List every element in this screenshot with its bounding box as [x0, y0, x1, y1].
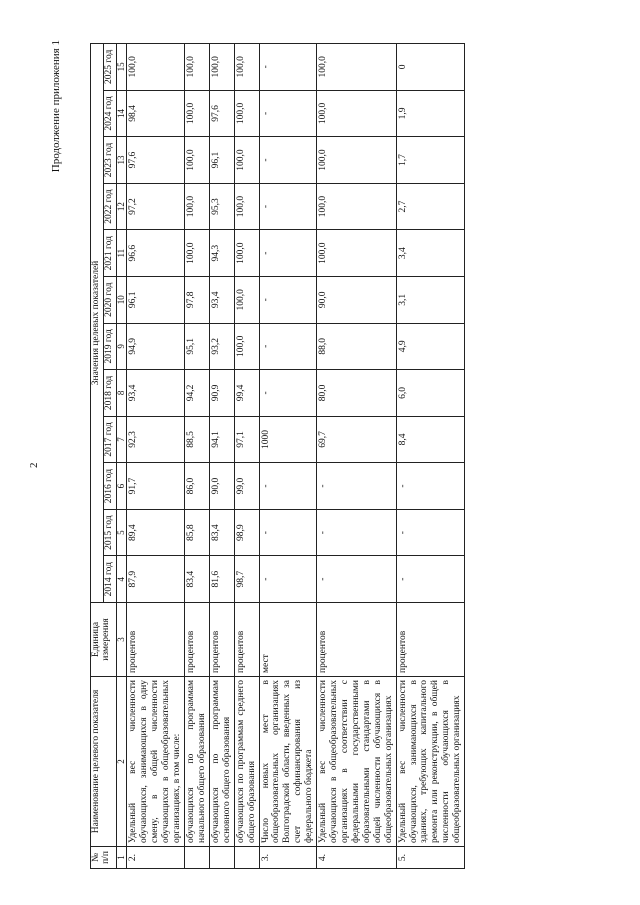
value-cell: - — [317, 463, 396, 510]
row-number: 5. — [396, 847, 465, 869]
value-cell: 100,0 — [317, 230, 396, 277]
header-values-group: Значения целевых показателей — [91, 44, 104, 603]
header-year: 2016 год — [103, 463, 116, 510]
value-cell: 100,0 — [184, 90, 209, 137]
unit-cell: процентов — [396, 603, 465, 677]
header-row — [91, 44, 104, 869]
value-cell: 94,3 — [209, 230, 234, 277]
table-row — [209, 44, 234, 869]
value-cell: 97,8 — [184, 276, 209, 323]
value-cell: 97,1 — [234, 416, 259, 463]
value-cell: 86,0 — [184, 463, 209, 510]
value-cell: 97,2 — [127, 183, 185, 230]
value-cell: 98,9 — [234, 509, 259, 556]
value-cell: 93,2 — [209, 323, 234, 370]
table-body — [127, 44, 465, 869]
value-cell: 96,6 — [127, 230, 185, 277]
value-cell: 83,4 — [184, 556, 209, 603]
value-cell: - — [259, 137, 317, 184]
value-cell: 100,0 — [209, 44, 234, 91]
column-number: 3 — [116, 603, 126, 677]
indicator-name: Удельный вес численности обучающихся, занимающихся в одну смену, в общей численности обучающихся в общеобразовательных организациях, в том числе: — [127, 677, 185, 847]
unit-cell: процентов — [234, 603, 259, 677]
column-number-row — [116, 44, 126, 869]
column-number: 2 — [116, 677, 126, 847]
value-cell: - — [317, 556, 396, 603]
header-year: 2019 год — [103, 323, 116, 370]
column-number: 9 — [116, 323, 126, 370]
value-cell: 90,0 — [209, 463, 234, 510]
value-cell: 100,0 — [234, 137, 259, 184]
column-number: 4 — [116, 556, 126, 603]
unit-cell: мест — [259, 603, 317, 677]
value-cell: 96,1 — [209, 137, 234, 184]
value-cell: 8,4 — [396, 416, 465, 463]
value-cell: 100,0 — [184, 44, 209, 91]
value-cell: - — [259, 463, 317, 510]
column-number: 14 — [116, 90, 126, 137]
value-cell: 99,0 — [234, 463, 259, 510]
indicator-name: обучающихся по программам начального общего образования — [184, 677, 209, 847]
header-year: 2022 год — [103, 183, 116, 230]
value-cell: 93,4 — [127, 370, 185, 417]
header-year: 2020 год — [103, 276, 116, 323]
value-cell: 100,0 — [234, 276, 259, 323]
table-row — [396, 44, 465, 869]
value-cell: - — [259, 370, 317, 417]
table-row — [317, 44, 396, 869]
row-number: 2. — [127, 847, 185, 869]
column-number: 12 — [116, 183, 126, 230]
unit-cell: процентов — [127, 603, 185, 677]
value-cell: 3,1 — [396, 276, 465, 323]
value-cell: 99,4 — [234, 370, 259, 417]
value-cell: 100,0 — [127, 44, 185, 91]
value-cell: 98,4 — [127, 90, 185, 137]
value-cell: 100,0 — [184, 183, 209, 230]
column-number: 15 — [116, 44, 126, 91]
value-cell: 90,9 — [209, 370, 234, 417]
value-cell: 93,4 — [209, 276, 234, 323]
value-cell: - — [259, 323, 317, 370]
value-cell: - — [259, 90, 317, 137]
table-row — [259, 44, 317, 869]
header-year: 2018 год — [103, 370, 116, 417]
table-row — [234, 44, 259, 869]
indicators-table — [90, 43, 465, 869]
indicator-name: Удельный вес численности обучающихся, занимающихся в зданиях, требующих капитального ремонта или реконструкции, в общей численности обучающихся в общеобразовательных организациях — [396, 677, 465, 847]
value-cell: 88,5 — [184, 416, 209, 463]
value-cell: 100,0 — [317, 137, 396, 184]
value-cell: - — [396, 463, 465, 510]
continuation-label: Продолжение приложения 1 — [50, 40, 62, 173]
value-cell: 1,9 — [396, 90, 465, 137]
column-number: 5 — [116, 509, 126, 556]
header-name: Наименование целевого показателя — [91, 677, 117, 847]
header-year: 2024 год — [103, 90, 116, 137]
value-cell: - — [259, 556, 317, 603]
indicator-name: обучающихся по программам основного общего образования — [209, 677, 234, 847]
indicator-name: Удельный вес численности обучающихся в общеобразовательных организациях в соответствии с федеральными государственными образовательными стандартами в общей численности обучающихся в общеобразовательных организациях — [317, 677, 396, 847]
row-number — [234, 847, 259, 869]
header-year: 2017 год — [103, 416, 116, 463]
header-year: 2021 год — [103, 230, 116, 277]
header-year: 2015 год — [103, 509, 116, 556]
value-cell: 100,0 — [317, 183, 396, 230]
column-number: 10 — [116, 276, 126, 323]
value-cell: 100,0 — [234, 90, 259, 137]
value-cell: 87,9 — [127, 556, 185, 603]
value-cell: 94,1 — [209, 416, 234, 463]
unit-cell: процентов — [184, 603, 209, 677]
value-cell: 95,3 — [209, 183, 234, 230]
value-cell: 69,7 — [317, 416, 396, 463]
value-cell: 97,6 — [209, 90, 234, 137]
value-cell: 100,0 — [317, 44, 396, 91]
value-cell: 90,0 — [317, 276, 396, 323]
value-cell: 100,0 — [234, 230, 259, 277]
header-year: 2023 год — [103, 137, 116, 184]
indicator-name: Число новых мест в общеобразовательных организациях Волгоградской области, введенных за счет софинансирования из федерального бюджета — [259, 677, 317, 847]
value-cell: 3,4 — [396, 230, 465, 277]
header-no: № п/п — [91, 847, 117, 869]
column-number: 8 — [116, 370, 126, 417]
value-cell: 85,8 — [184, 509, 209, 556]
column-number: 11 — [116, 230, 126, 277]
value-cell: 100,0 — [317, 90, 396, 137]
value-cell: 89,4 — [127, 509, 185, 556]
table-row — [184, 44, 209, 869]
value-cell: 94,2 — [184, 370, 209, 417]
header-year: 2014 год — [103, 556, 116, 603]
column-number: 7 — [116, 416, 126, 463]
value-cell: 100,0 — [234, 44, 259, 91]
column-number: 6 — [116, 463, 126, 510]
value-cell: - — [396, 556, 465, 603]
value-cell: - — [259, 509, 317, 556]
value-cell: 97,6 — [127, 137, 185, 184]
value-cell: 81,6 — [209, 556, 234, 603]
value-cell: 95,1 — [184, 323, 209, 370]
value-cell: 80,0 — [317, 370, 396, 417]
header-unit: Единица измерения — [91, 603, 117, 677]
indicator-name: обучающихся по программам среднего общего образования — [234, 677, 259, 847]
value-cell: - — [317, 509, 396, 556]
value-cell: 91,7 — [127, 463, 185, 510]
unit-cell: процентов — [209, 603, 234, 677]
value-cell: 6,0 — [396, 370, 465, 417]
row-number — [184, 847, 209, 869]
value-cell: 100,0 — [234, 323, 259, 370]
value-cell: 4,9 — [396, 323, 465, 370]
value-cell: - — [259, 230, 317, 277]
value-cell: 88,0 — [317, 323, 396, 370]
value-cell: 96,1 — [127, 276, 185, 323]
value-cell: 94,9 — [127, 323, 185, 370]
header-year: 2025 год — [103, 44, 116, 91]
unit-cell: процентов — [317, 603, 396, 677]
value-cell: 2,7 — [396, 183, 465, 230]
value-cell: 98,7 — [234, 556, 259, 603]
value-cell: 100,0 — [184, 137, 209, 184]
row-number: 4. — [317, 847, 396, 869]
table-row — [127, 44, 185, 869]
value-cell: 92,3 — [127, 416, 185, 463]
value-cell: 100,0 — [234, 183, 259, 230]
value-cell: 0 — [396, 44, 465, 91]
value-cell: - — [259, 183, 317, 230]
value-cell: 1000 — [259, 416, 317, 463]
value-cell: 83,4 — [209, 509, 234, 556]
row-number — [209, 847, 234, 869]
value-cell: - — [396, 509, 465, 556]
value-cell: 1,7 — [396, 137, 465, 184]
value-cell: 100,0 — [184, 230, 209, 277]
value-cell: - — [259, 44, 317, 91]
column-number: 13 — [116, 137, 126, 184]
value-cell: - — [259, 276, 317, 323]
page-number: 2 — [28, 462, 40, 468]
column-number: 1 — [116, 847, 126, 869]
row-number: 3. — [259, 847, 317, 869]
